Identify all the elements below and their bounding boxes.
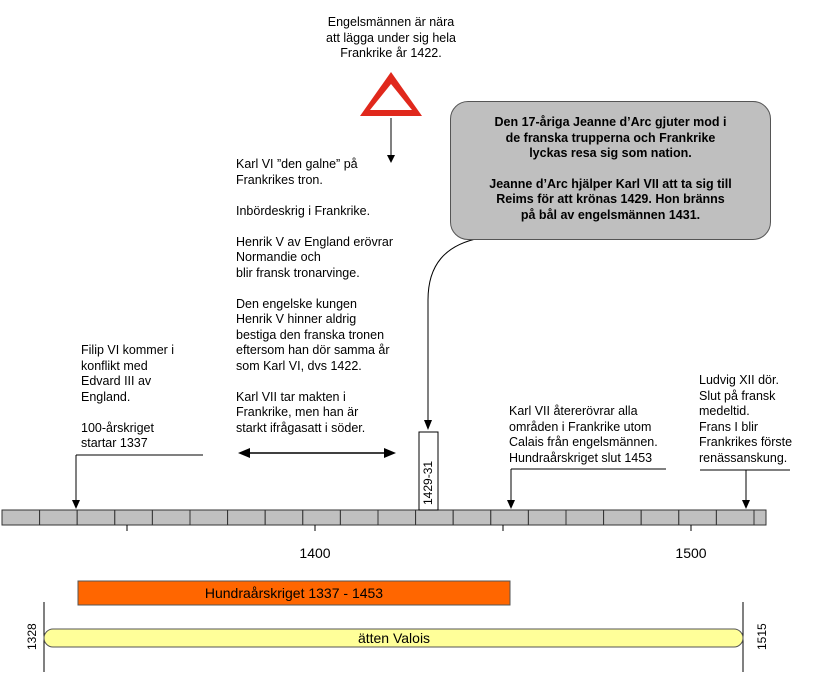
- timeline-segment: [641, 510, 679, 525]
- valois-start-label: 1328: [25, 623, 39, 650]
- tick-1400: 1400: [299, 545, 331, 561]
- left-text-block: [81, 343, 211, 452]
- warning-text-body: Engelsmännen är nära att lägga under sig hela Frankrike år 1422.: [326, 15, 456, 60]
- timeline-segment: [604, 510, 642, 525]
- warning-text: [300, 15, 482, 62]
- timeline-segment: [453, 510, 491, 525]
- middle-paragraph-5: Karl VII tar makten i Frankrike, men han är starkt ifrågasatt i söder.: [236, 389, 366, 435]
- karl-vii-double-arrow: [238, 448, 396, 458]
- ludvig-text: [699, 373, 819, 466]
- timeline-segment: [40, 510, 78, 525]
- timeline-segment: [115, 510, 153, 525]
- timeline-segment: [378, 510, 416, 525]
- hundred-years-war-bar: [78, 581, 510, 605]
- timeline-segment: [303, 510, 341, 525]
- timeline-segment: [190, 510, 228, 525]
- middle-paragraph-1: Karl VI ”den galne” på Frankrikes tron.: [236, 157, 358, 187]
- timeline-segment: [77, 510, 115, 525]
- timeline-segment: [416, 510, 454, 525]
- karl-vii-text: [509, 404, 679, 466]
- left-paragraph-1: Filip VI kommer i konflikt med Edvard III av England.: [81, 343, 175, 404]
- valois-bar: [25, 602, 769, 672]
- marker-1429-31-label: 1429-31: [421, 460, 435, 505]
- callout-paragraph-1: Den 17-åriga Jeanne d’Arc gjuter mod i de franska trupperna och Frankrike lyckas resa sig som nation.: [494, 115, 727, 160]
- timeline-segment: [679, 510, 717, 525]
- timeline-segment: [528, 510, 566, 525]
- timeline-segment: [340, 510, 378, 525]
- callout-paragraph-2: Jeanne d’Arc hjälper Karl VII att ta sig till Reims för att krönas 1429. Hon bränns på bål av engelsmännen 1431.: [489, 176, 732, 222]
- timeline-segment: [754, 510, 766, 525]
- left-pointer: [72, 455, 203, 509]
- karl-vii-paragraph: Karl VII återerövrar alla områden i Frankrike utom Calais från engelsmännen. Hundraårskriget slut 1453: [509, 404, 658, 465]
- tick-1500: 1500: [675, 545, 707, 561]
- timeline-segment: [716, 510, 754, 525]
- timeline-strip: [2, 510, 766, 525]
- timeline-segment: [491, 510, 529, 525]
- timeline-segment: [265, 510, 303, 525]
- timeline-segment: [2, 510, 40, 525]
- valois-label: ätten Valois: [357, 630, 431, 646]
- hundred-years-war-label: Hundraårskriget 1337 - 1453: [204, 585, 384, 601]
- left-paragraph-2: 100-årskriget startar 1337: [81, 420, 154, 450]
- warning-triangle-icon: [360, 72, 422, 116]
- timeline-segment: [152, 510, 190, 525]
- timeline-segment: [228, 510, 266, 525]
- timeline-segment: [566, 510, 604, 525]
- karl-vii-pointer: [507, 469, 666, 509]
- middle-text-block: [236, 157, 436, 436]
- middle-paragraph-4: Den engelske kungen Henrik V hinner aldrig bestiga den franska tronen eftersom han dör samma år som Karl VI, dvs 1422.: [236, 296, 390, 373]
- middle-paragraph-3: Henrik V av England erövrar Normandie och blir fransk tronarvinge.: [236, 234, 394, 280]
- jeanne-darc-callout: [450, 101, 771, 240]
- ludvig-pointer: [700, 470, 790, 509]
- axis: [127, 525, 707, 561]
- ludvig-paragraph: Ludvig XII dör. Slut på fransk medeltid. Frans I blir Frankrikes förste renässanskung.: [699, 373, 793, 465]
- valois-end-label: 1515: [755, 623, 769, 650]
- middle-paragraph-2: Inbördeskrig i Frankrike.: [236, 203, 371, 218]
